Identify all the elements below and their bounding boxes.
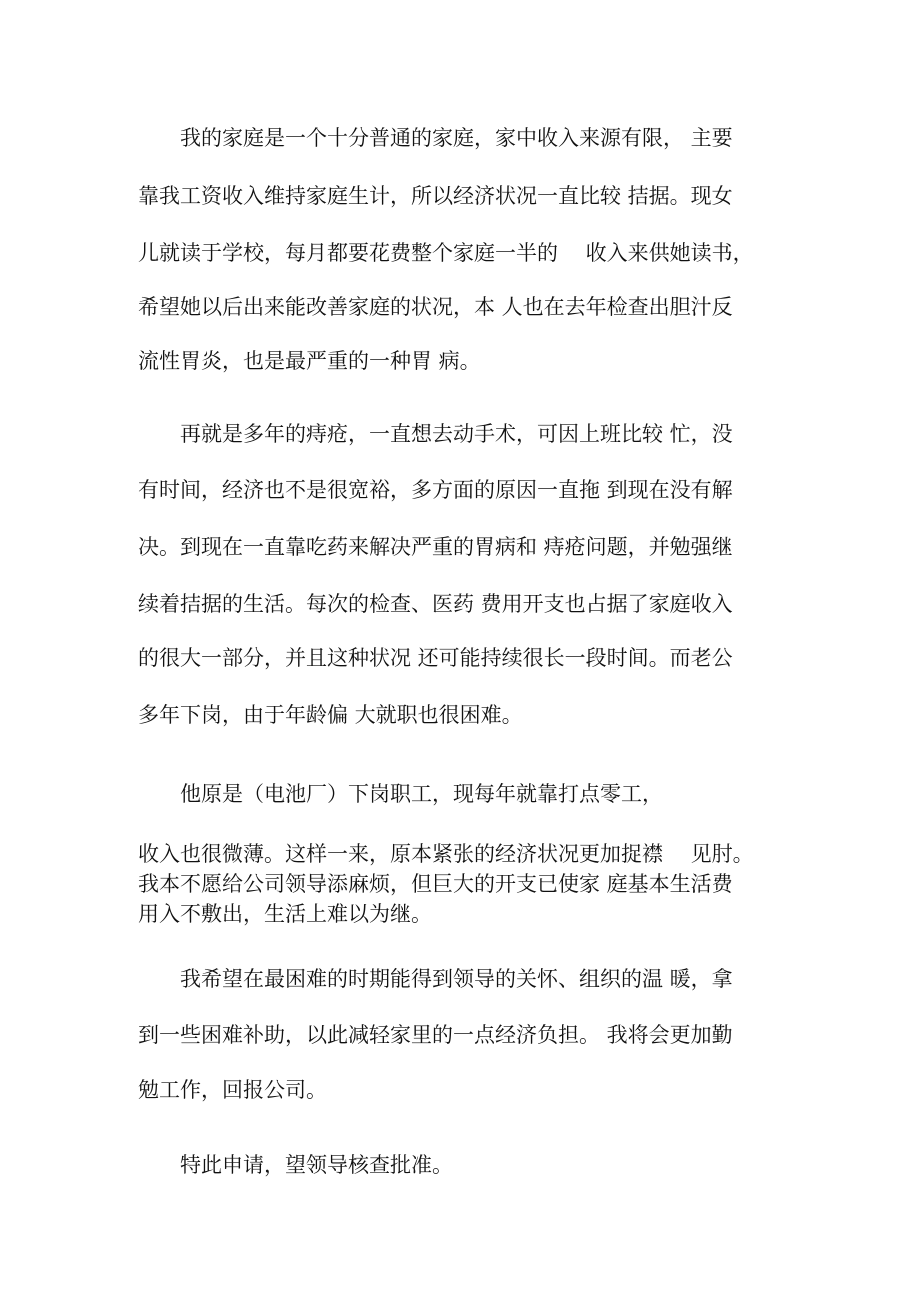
text-line: 再就是多年的痔疮，一直想去动手术，可因上班比较 忙，没 xyxy=(138,422,733,446)
text-line: 我希望在最困难的时期能得到领导的关怀、组织的温 暖，拿 xyxy=(138,967,733,991)
text-line: 流性胃炎，也是最严重的一种胃 病。 xyxy=(138,349,481,373)
text-line: 我的家庭是一个十分普通的家庭，家中收入来源有限， 主要 xyxy=(138,126,733,150)
text-line: 我本不愿给公司领导添麻烦，但巨大的开支已使家 庭基本生活费 xyxy=(138,872,733,896)
text-line: 有时间，经济也不是很宽裕，多方面的原因一直拖 到现在没有解 xyxy=(138,478,733,502)
text-line: 希望她以后出来能改善家庭的状况，本 人也在去年检查出胆汁反 xyxy=(138,295,733,319)
text-line: 儿就读于学校，每月都要花费整个家庭一半的 收入来供她读书， xyxy=(138,241,754,265)
text-line: 续着拮据的生活。每次的检查、医药 费用开支也占据了家庭收入 xyxy=(138,592,733,616)
text-line: 的很大一部分，并且这种状况 还可能持续很长一段时间。而老公 xyxy=(138,646,733,670)
text-line: 多年下岗，由于年龄偏 大就职也很困难。 xyxy=(138,703,523,727)
text-line: 到一些困难补助，以此减轻家里的一点经济负担。 我将会更加勤 xyxy=(138,1023,733,1047)
text-line: 用入不敷出，生活上难以为继。 xyxy=(138,902,432,926)
text-line: 收入也很微薄。这样一来，原本紧张的经济状况更加捉襟 见肘。 xyxy=(138,842,754,866)
text-line: 他原是（电池厂）下岗职工，现每年就靠打点零工， xyxy=(138,782,663,806)
text-line: 特此申请，望领导核查批准。 xyxy=(138,1153,453,1177)
text-line: 勉工作，回报公司。 xyxy=(138,1078,327,1102)
text-line: 靠我工资收入维持家庭生计，所以经济状况一直比较 拮据。现女 xyxy=(138,184,733,208)
text-line: 决。到现在一直靠吃药来解决严重的胃病和 痔疮问题，并勉强继 xyxy=(138,535,733,559)
